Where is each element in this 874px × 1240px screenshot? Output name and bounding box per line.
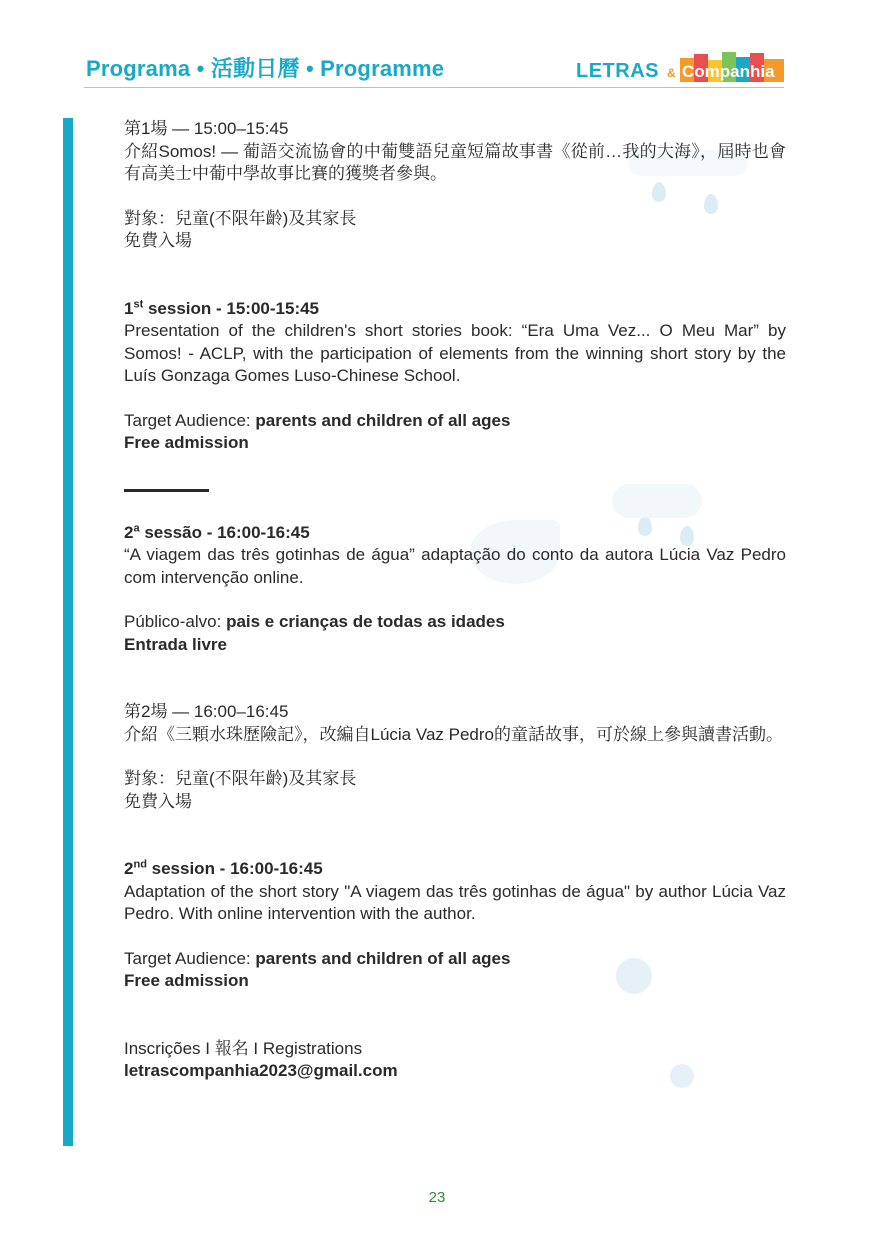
audience-value: pais e crianças de todas as idades bbox=[226, 612, 505, 631]
header-divider bbox=[84, 87, 784, 88]
audience-label: Target Audience: bbox=[124, 410, 256, 430]
session-2-pt-heading bbox=[124, 522, 786, 545]
programme-content bbox=[124, 118, 786, 1083]
session-1-zh-admission: 免費入場 bbox=[124, 231, 192, 250]
session-2-zh-admission: 免費入場 bbox=[124, 791, 192, 811]
logo-ampersand: & bbox=[667, 66, 676, 80]
audience-value: parents and children of all ages bbox=[255, 948, 511, 968]
session-1-en-audience bbox=[124, 410, 786, 433]
session-2-en-description: Adaptation of the short story "A viagem das três gotinhas de água" by author Lúcia Vaz Pedro. With online intervention with the author. bbox=[124, 881, 786, 923]
session-2-en-audience bbox=[124, 948, 786, 971]
page-number: 23 bbox=[428, 1189, 446, 1206]
heading-number: 2 bbox=[124, 522, 134, 542]
heading-number: 2 bbox=[124, 859, 134, 878]
registration-label: Inscrições I 報名 I Registrations bbox=[124, 1038, 363, 1058]
session-2-zh-description: 介紹《三顆水珠歷險記》，改編自Lúcia Vaz Pedro的童話故事，可於線上參與讀書活動。 bbox=[124, 724, 783, 744]
session-2-en-heading bbox=[124, 858, 786, 881]
registration-email-link[interactable]: letrascompanhia2023@gmail.com bbox=[124, 1061, 398, 1080]
heading-ordinal: a bbox=[133, 521, 140, 534]
heading-time: session - 16:00-16:45 bbox=[146, 859, 323, 878]
session-1-en-admission: Free admission bbox=[124, 433, 249, 452]
heading-time: session - 15:00-15:45 bbox=[143, 298, 320, 318]
logo-companhia-block bbox=[680, 52, 784, 82]
audience-label: Target Audience: bbox=[124, 948, 256, 968]
session-2-zh-audience: 對象：兒童(不限年齡)及其家長 bbox=[124, 769, 357, 788]
session-2-pt-description: “A viagem das três gotinhas de água” adaptação do conto da autora Lúcia Vaz Pedro com intervenção online. bbox=[124, 545, 786, 587]
section-separator bbox=[124, 489, 209, 492]
logo-companhia-text: Companhia bbox=[682, 62, 775, 81]
heading-ordinal: nd bbox=[133, 858, 147, 871]
letras-companhia-logo bbox=[576, 52, 788, 84]
session-1-zh-audience: 對象：兒童(不限年齡)及其家長 bbox=[124, 208, 357, 228]
left-accent-bar bbox=[63, 118, 73, 1146]
session-2-pt-admission: Entrada livre bbox=[124, 634, 227, 654]
session-1-zh-heading: 第1場 — 15:00–15:45 bbox=[124, 119, 289, 138]
heading-ordinal: st bbox=[133, 297, 144, 310]
session-1-en-heading bbox=[124, 298, 786, 321]
session-1-en-description: Presentation of the children's short stories book: “Era Uma Vez... O Meu Mar” by Somos! - ACLP, with the participation of elements from the winning short story by the Luís Gonzaga Gomes Luso-Chinese School. bbox=[124, 321, 786, 385]
audience-label: Público-alvo: bbox=[124, 612, 227, 631]
session-2-zh-heading: 第2場 — 16:00–16:45 bbox=[124, 702, 289, 721]
heading-number: 1 bbox=[124, 298, 134, 318]
session-2-pt-audience bbox=[124, 611, 786, 634]
heading-time: sessão - 16:00-16:45 bbox=[139, 522, 310, 542]
page-header-title: Programa • 活動日曆 • Programme bbox=[86, 56, 445, 81]
session-1-zh-description: 介紹Somos! — 葡語交流協會的中葡雙語兒童短篇故事書《從前…我的大海》，屆時也會有高美士中葡中學故事比賽的獲獎者參與。 bbox=[124, 141, 786, 183]
logo-letras-text: LETRAS bbox=[576, 60, 659, 82]
audience-value: parents and children of all ages bbox=[255, 410, 511, 430]
session-2-en-admission: Free admission bbox=[124, 971, 249, 990]
